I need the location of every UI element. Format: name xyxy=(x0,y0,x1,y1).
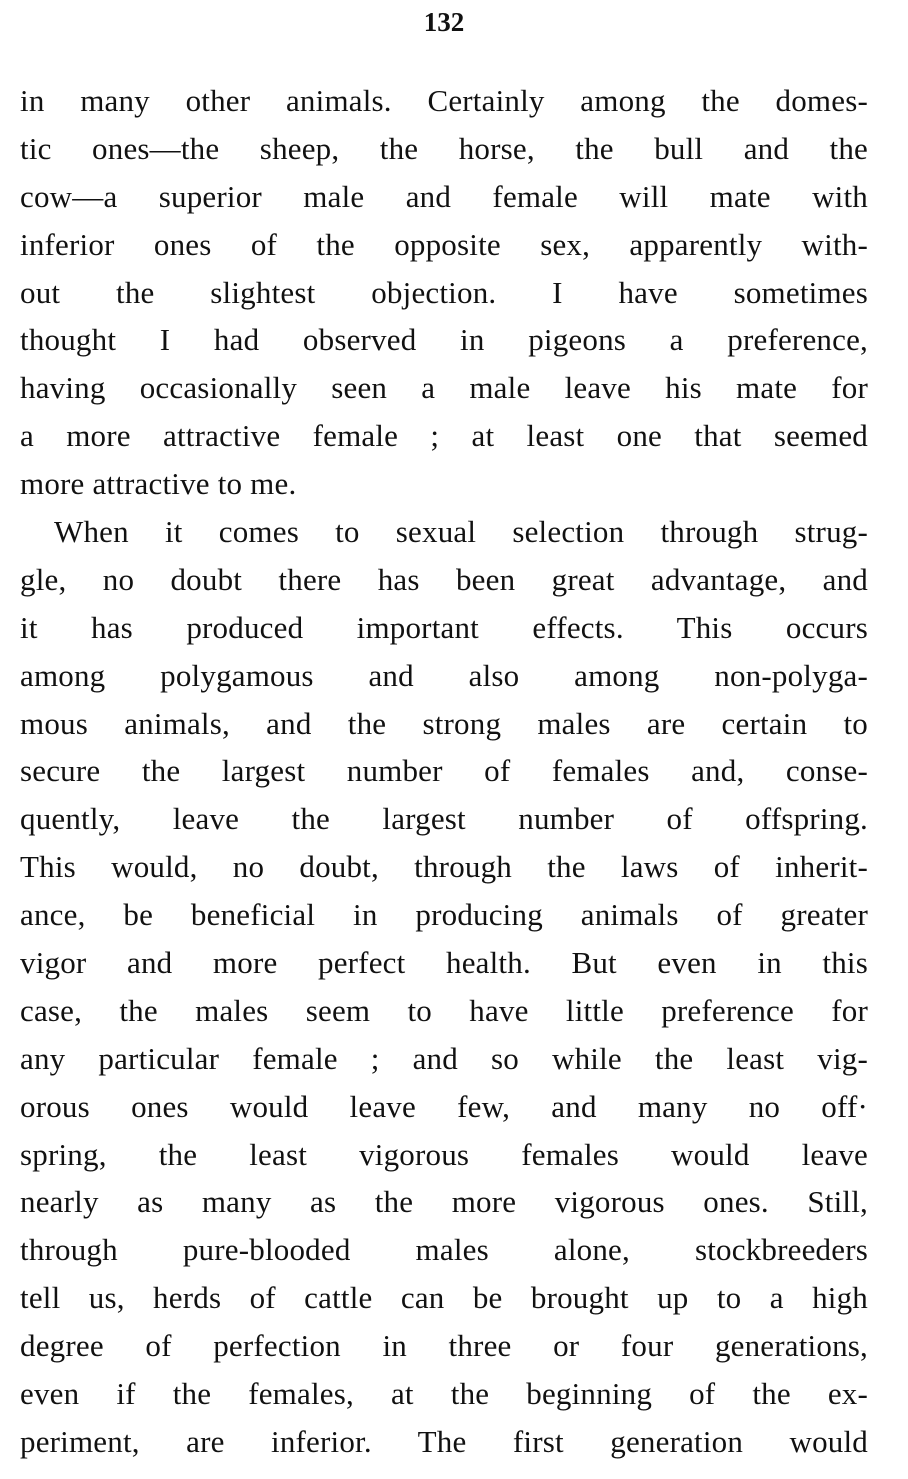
text-line: gle, no doubt there has been great advantage, and xyxy=(20,561,868,597)
text-line: secure the largest number of females and, conse- xyxy=(20,753,868,789)
text-line: any particular female ; and so while the least vig- xyxy=(20,1040,868,1076)
text-line: cow—a superior male and female will mate with xyxy=(20,178,868,214)
text-line: through pure-blooded males alone, stockbreeders xyxy=(20,1232,868,1268)
text-line: a more attractive female ; at least one that seemed xyxy=(20,418,868,454)
text-line: spring, the least vigorous females would leave xyxy=(20,1136,868,1172)
text-line: When it comes to sexual selection through strug- xyxy=(54,514,868,550)
text-line: degree of perfection in three or four generations, xyxy=(20,1328,868,1364)
text-line: tic ones—the sheep, the horse, the bull and the xyxy=(20,130,868,166)
text-line: orous ones would leave few, and many no off· xyxy=(20,1088,868,1124)
text-line: quently, leave the largest number of offspring. xyxy=(20,801,868,837)
text-line: even if the females, at the beginning of the ex- xyxy=(20,1376,868,1412)
text-line: in many other animals. Certainly among the domes- xyxy=(20,83,868,118)
page-number: 132 xyxy=(423,7,465,37)
text-line: thought I had observed in pigeons a preference, xyxy=(20,322,868,358)
text-line: This would, no doubt, through the laws of inherit- xyxy=(20,849,868,885)
text-line: inferior ones of the opposite sex, apparently with- xyxy=(20,226,868,262)
text-line: nearly as many as the more vigorous ones. Still, xyxy=(20,1184,868,1220)
text-line: it has produced important effects. This occurs xyxy=(20,609,868,645)
text-line: ance, be beneficial in producing animals of greater xyxy=(20,897,868,933)
text-line: out the slightest objection. I have sometimes xyxy=(20,274,868,310)
text-line: periment, are inferior. The first generation would xyxy=(20,1423,868,1459)
text-line: among polygamous and also among non-polyga- xyxy=(20,657,868,693)
text-line: vigor and more perfect health. But even in this xyxy=(20,945,868,981)
text-line: having occasionally seen a male leave his mate for xyxy=(20,370,868,406)
text-line: more attractive to me. xyxy=(20,466,297,502)
paragraph-2 xyxy=(20,508,868,1466)
paragraph-1 xyxy=(20,77,868,508)
text-line: tell us, herds of cattle can be brought up to a high xyxy=(20,1280,868,1316)
body-text xyxy=(20,77,868,1466)
text-line: case, the males seem to have little preference for xyxy=(20,992,868,1028)
text-line: mous animals, and the strong males are certain to xyxy=(20,705,868,741)
